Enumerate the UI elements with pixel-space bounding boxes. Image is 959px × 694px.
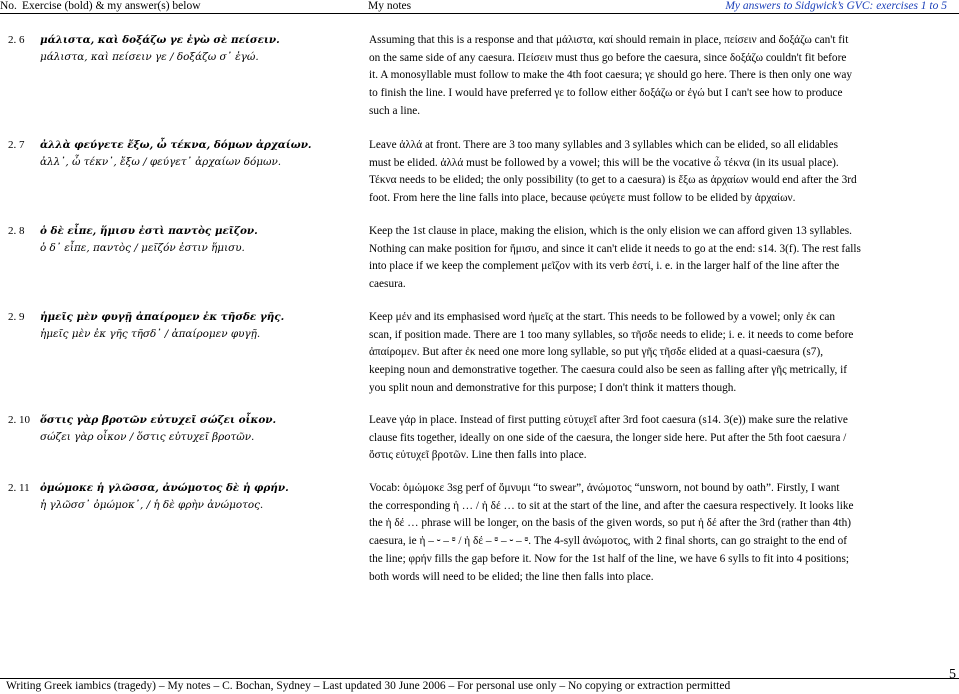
exercise-sentence: ἡμεῖς μὲν φυγῇ ἀπαίρομεν ἐκ τῆσδε γῆς. xyxy=(40,311,285,323)
page-header xyxy=(0,0,959,14)
exercise-notes xyxy=(369,412,949,465)
note-line: Assuming that this is a response and that μάλιστα, καί should remain in place, πείσειν and δοξάζω can't fit xyxy=(369,34,849,46)
exercise-answer: σώζει γὰρ οἶκον / ὅστις εὐτυχεῖ βροτῶν. xyxy=(40,431,255,443)
note-line: such a line. xyxy=(369,104,421,117)
note-line: ὅστις εὐτυχεῖ βροτῶν. Line then falls into place. xyxy=(369,449,587,462)
exercise-notes xyxy=(369,137,949,208)
note-line: Nothing can make position for ἥμισυ, and since it can't elide it needs to go at the end: s14. 3(f). The rest falls xyxy=(369,242,861,255)
exercise-number: 2. 10 xyxy=(8,414,30,426)
exercise-greek xyxy=(40,32,360,66)
note-line: caesura. xyxy=(369,278,406,291)
exercise-notes xyxy=(369,480,949,586)
exercise-sentence: ὀμώμοκε ἡ γλῶσσα, ἀνώμοτος δὲ ἡ φρήν. xyxy=(40,482,289,494)
note-line: Vocab: ὀμώμοκε 3sg perf of ὄμνυμι “to swear”, ἀνώμοτος “unsworn, not bound by oath”. Firstly, I want xyxy=(369,482,840,494)
header-answers-title: My answers to Sidgwick’s GVC: exercises 1 to 5 xyxy=(725,0,947,12)
exercise-notes xyxy=(369,309,949,398)
exercise-sentence: ὁ δὲ εἶπε, ἥμισυ ἐστὶ παντὸς μεῖζον. xyxy=(40,225,258,237)
header-my-notes: My notes xyxy=(368,0,412,12)
note-line: into place if we keep the complement μεῖζον with its verb ἐστί, i. e. in the larger half of the line after the xyxy=(369,260,840,273)
note-line: keeping noun and demonstrative together. The caesura could also be seen as falling after γῆς metrically, if xyxy=(369,364,848,377)
note-line: the line; φρήν fills the gap before it. Now for the 1st half of the line, we have 6 sylls to fit into 4 positions; xyxy=(369,552,849,565)
note-line: ἀπαίρομεν. But after ἐκ need one more long syllable, so put γῆς τῆσδε elided at a quasi-caesura (s7), xyxy=(369,346,824,359)
page-number: 5 xyxy=(949,667,956,682)
note-line: clause fits together, ideally on one side of the caesura, the longer side here. Put after the 5th foot caesura / xyxy=(369,431,847,444)
exercise-greek xyxy=(40,480,360,514)
exercise-answer: ἡμεῖς μὲν ἐκ γῆς τῆσδ᾽ / ἀπαίρομεν φυγῇ. xyxy=(40,328,261,340)
exercise-sentence: ὅστις γὰρ βροτῶν εὐτυχεῖ σώζει οἶκον. xyxy=(40,414,277,426)
note-line: Leave γάρ in place. Instead of first putting εὐτυχεῖ after 3rd foot caesura (s14. 3(e)) make sure the relative xyxy=(369,414,848,426)
note-line: foot. From here the line falls into place, because φεύγετε must follow to be elided by ἀρχαίων. xyxy=(369,192,796,205)
exercise-number: 2. 9 xyxy=(8,311,25,323)
exercise-greek xyxy=(40,137,360,171)
note-line: both words will need to be elided; the line then falls into place. xyxy=(369,570,654,583)
note-line: the corresponding ἡ … / ἡ δέ … to sit at the start of the line, and after the caesura respectively. It looks like xyxy=(369,499,854,512)
note-line: on the same side of any caesura. Πείσειν must thus go before the caesura, since δοξάζω couldn't fit before xyxy=(369,51,847,64)
exercise-number: 2. 8 xyxy=(8,225,25,237)
note-line: caesura, ie ἡ – ⏑ – ⏒ / ἡ δέ – ⏒ – ⏑ – ⏒. The 4-syll ἀνώμοτος, with 2 final shorts, can go straight to the end of xyxy=(369,535,848,548)
note-line: Τέκνα needs to be elided; the only possibility (to get to a caesura) is ἔξω as ἀρχαίων would end after the 3rd xyxy=(369,174,857,187)
footer-text: Writing Greek iambics (tragedy) – My notes – C. Bochan, Sydney – Last updated 30 June 2006 – For personal use only – No copying or extraction permitted xyxy=(6,680,731,692)
note-line: Keep the 1st clause in place, making the elision, which is the only elision we can afford given 13 syllables. xyxy=(369,225,852,237)
exercise-answer: μάλιστα, καὶ πείσειν γε / δοξάζω σ᾽ ἐγώ. xyxy=(40,51,259,63)
exercise-number: 2. 7 xyxy=(8,139,25,151)
exercise-sentence: μάλιστα, καὶ δοξάζω γε ἐγὼ σὲ πείσειν. xyxy=(40,34,280,46)
header-no: No. xyxy=(0,0,17,12)
note-line: scan, if position made. There are 1 too many syllables, so τῆσδε needs to elide; i. e. it needs to come before xyxy=(369,328,854,341)
exercise-notes xyxy=(369,32,949,121)
note-line: Keep μέν and its emphasised word ἡμεῖς at the start. This needs to be followed by a vowel; only ἐκ can xyxy=(369,311,836,323)
note-line: it. A monosyllable must follow to make the 4th foot caesura; γε should go here. There is then only one way xyxy=(369,69,853,82)
note-line: must be elided. ἀλλά must be followed by a vowel; this will be the vocative ὦ τέκνα (in its usual place). xyxy=(369,156,839,169)
note-line: you split noun and demonstrative for this purpose; I don't think it matters though. xyxy=(369,381,737,394)
exercise-greek xyxy=(40,223,360,257)
exercise-greek xyxy=(40,309,360,343)
note-line: the ἡ δέ … phrase will be longer, on the basis of the given words, so put ἡ δέ after the 3rd (rather than 4th) xyxy=(369,517,851,530)
exercise-greek xyxy=(40,412,360,446)
exercise-notes xyxy=(369,223,949,294)
exercise-number: 2. 6 xyxy=(8,34,25,46)
header-exercise: Exercise (bold) & my answer(s) below xyxy=(22,0,201,12)
note-line: to finish the line. I would have preferred γε to follow either δοξάζω or ἐγώ but I can't see how to produce xyxy=(369,87,843,100)
exercise-answer: ἡ γλῶσσ᾽ ὀμώμοκ᾽, / ἡ δὲ φρὴν ἀνώμοτος. xyxy=(40,499,264,511)
exercise-answer: ὁ δ᾽ εἶπε, παντὸς / μεῖζόν ἐστιν ἥμισυ. xyxy=(40,242,245,254)
exercise-number: 2. 11 xyxy=(8,482,30,494)
note-line: Leave ἀλλά at front. There are 3 too many syllables and 3 syllables which can be elided, so all elidables xyxy=(369,139,838,151)
page-footer xyxy=(0,667,959,694)
exercise-answer: ἀλλ᾽, ὦ τέκν᾽, ἔξω / φεύγετ᾽ ἀρχαίων δόμων. xyxy=(40,156,282,168)
exercise-sentence: ἀλλὰ φεύγετε ἔξω, ὦ τέκνα, δόμων ἀρχαίων. xyxy=(40,139,312,151)
